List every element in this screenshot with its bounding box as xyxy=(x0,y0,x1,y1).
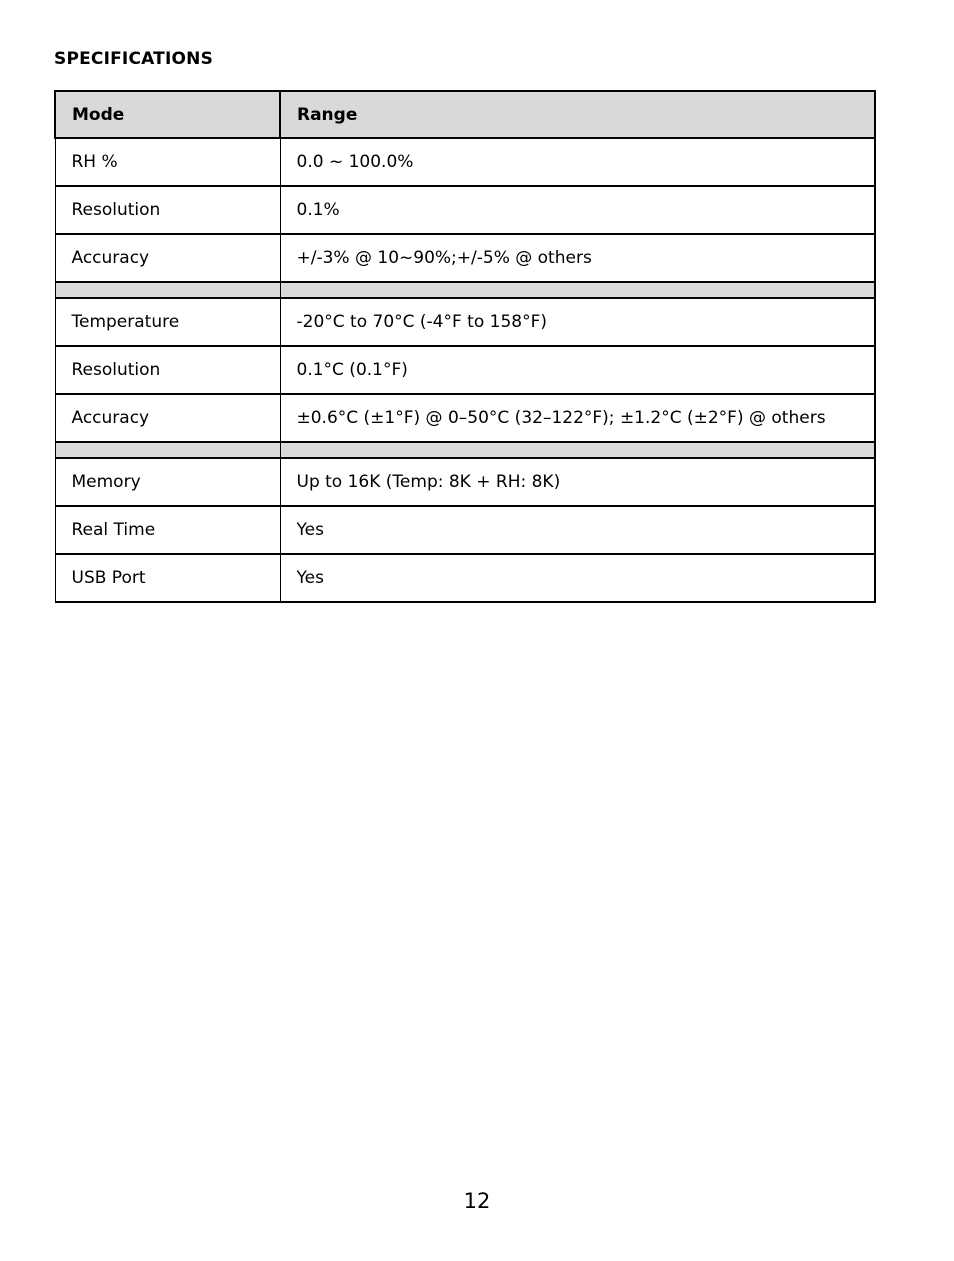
mode-cell: RH % xyxy=(55,138,280,186)
page-number: 12 xyxy=(463,1189,491,1213)
range-cell: +/-3% @ 10~90%;+/-5% @ others xyxy=(280,234,875,282)
range-cell: 0.1% xyxy=(280,186,875,234)
table-header-row xyxy=(55,91,875,138)
specifications-table xyxy=(54,90,876,603)
table-row xyxy=(55,298,875,346)
range-cell: 0.1°C (0.1°F) xyxy=(280,346,875,394)
range-cell: ±0.6°C (±1°F) @ 0–50°C (32–122°F); ±1.2°C (±2°F) @ others xyxy=(280,394,875,442)
range-cell: Up to 16K (Temp: 8K + RH: 8K) xyxy=(280,458,875,506)
range-cell: Yes xyxy=(280,506,875,554)
separator-cell xyxy=(55,442,280,458)
range-cell: 0.0 ~ 100.0% xyxy=(280,138,875,186)
mode-cell: Temperature xyxy=(55,298,280,346)
table-row xyxy=(55,554,875,602)
column-header-range: Range xyxy=(280,91,875,138)
mode-cell: Resolution xyxy=(55,186,280,234)
page-title: SPECIFICATIONS xyxy=(54,49,214,69)
table-row xyxy=(55,234,875,282)
column-header-mode: Mode xyxy=(55,91,280,138)
table-row xyxy=(55,186,875,234)
group-separator-row xyxy=(55,282,875,298)
group-separator-row xyxy=(55,442,875,458)
range-cell: Yes xyxy=(280,554,875,602)
mode-cell: Accuracy xyxy=(55,394,280,442)
mode-cell: Memory xyxy=(55,458,280,506)
table-row xyxy=(55,346,875,394)
table-row xyxy=(55,506,875,554)
table-row xyxy=(55,138,875,186)
mode-cell: Real Time xyxy=(55,506,280,554)
separator-cell xyxy=(280,282,875,298)
mode-cell: USB Port xyxy=(55,554,280,602)
table-row xyxy=(55,458,875,506)
mode-cell: Resolution xyxy=(55,346,280,394)
table-row xyxy=(55,394,875,442)
separator-cell xyxy=(280,442,875,458)
mode-cell: Accuracy xyxy=(55,234,280,282)
separator-cell xyxy=(55,282,280,298)
range-cell: -20°C to 70°C (-4°F to 158°F) xyxy=(280,298,875,346)
